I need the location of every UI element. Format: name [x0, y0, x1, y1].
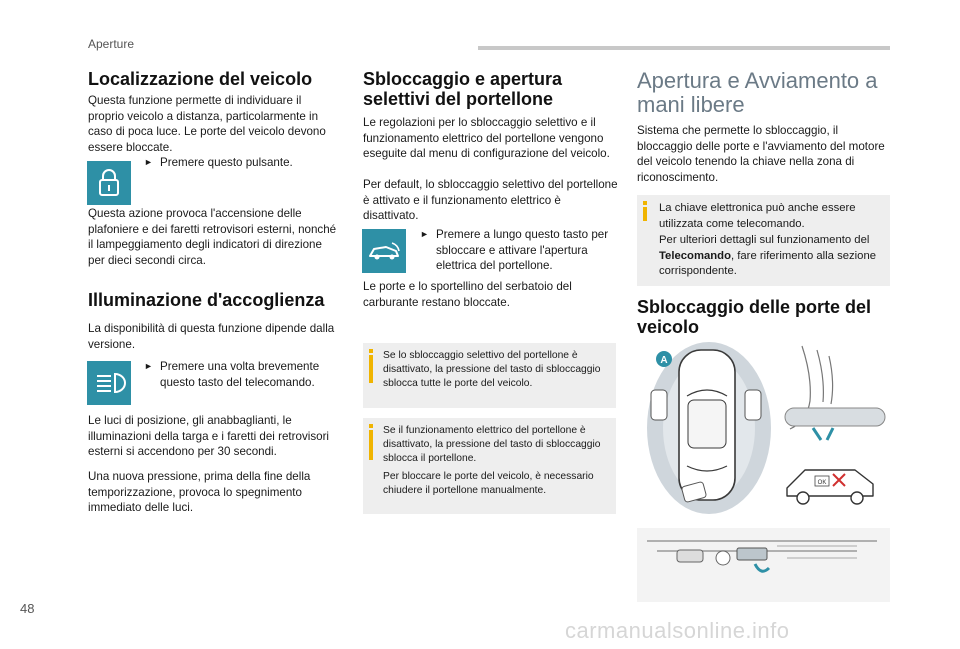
note-text: , fare riferimento alla sezione corrispondente.: [659, 249, 877, 277]
selective-tailgate-intro: Le regolazioni per lo sbloccaggio selettivo e il funzionamento elettrico del portellone vengono eseguite dal menu di configurazione del veicolo.: [363, 116, 610, 160]
headlight-icon: [87, 361, 131, 405]
bullet-marker-icon: ►: [144, 157, 153, 167]
section-title-selective-tailgate: Sbloccaggio e apertura selettivi del portellone: [363, 69, 563, 109]
vehicle-locator-intro: Questa funzione permette di individuare il proprio veicolo a distanza, particolarmente in caso di poca luce. Le porte del veicolo devono essere bloccate.: [88, 94, 326, 154]
bullet-locate-text: Premere questo pulsante.: [160, 156, 293, 169]
note-electric-tailgate-text-2: Per bloccare le porte del veicolo, è necessario chiudere il portellone manualmente.: [383, 471, 594, 497]
note-electronic-key: [637, 195, 890, 286]
bullet-marker-icon: ►: [144, 361, 153, 371]
watermark: carmanualsonline.info: [565, 618, 790, 643]
note-keyword: Telecomando: [659, 249, 731, 262]
car-tailgate-icon: [362, 229, 406, 273]
welcome-lighting-para1: Le luci di posizione, gli anabbaglianti, le illuminazioni della targa e i faretti dei retrovisori esterni si accendono per 30 secondi.: [88, 414, 330, 458]
callout-badge-label: A: [660, 355, 668, 366]
note-electronic-key-line2: [659, 233, 887, 280]
note-electric-tailgate-text-1: Se il funzionamento elettrico del portellone è disattivato, la pressione del tasto di sbloccaggio sblocca il portellone.: [383, 425, 601, 465]
bullet-welcome-text: Premere una volta brevemente questo tasto del telecomando.: [160, 360, 320, 389]
info-icon: [369, 349, 373, 383]
tailgate-after: Le porte e lo sportellino del serbatoio del carburante restano bloccate.: [363, 280, 572, 309]
section-title-welcome-lighting: Illuminazione d'accoglienza: [88, 290, 325, 310]
page-number: 48: [20, 601, 35, 616]
vehicle-unlock-illustration: [637, 336, 890, 606]
note-electric-tailgate: [363, 418, 616, 514]
bullet-tailgate-text: Premere a lungo questo tasto per sbloccare e attivare l'apertura elettrica del portellone.: [436, 228, 609, 272]
padlock-icon: [87, 161, 131, 205]
info-icon: [369, 424, 373, 460]
running-header: Aperture: [88, 37, 135, 51]
note-electronic-key-line1: La chiave elettronica può anche essere utilizzata come telecomando.: [659, 202, 856, 230]
selective-tailgate-default: Per default, lo sbloccaggio selettivo del portellone è attivato e il funzionamento elettrico è disattivato.: [363, 178, 618, 222]
hands-free-intro: Sistema che permette lo sbloccaggio, il bloccaggio delle porte e l'avviamento del motore del veicolo tenendo la chiave nella zona di riconoscimento.: [637, 124, 885, 184]
welcome-lighting-para2: Una nuova pressione, prima della fine della temporizzazione, provoca lo spegnimento immediato delle luci.: [88, 470, 311, 514]
tailgate-button-icon: [362, 229, 406, 273]
note-text: Per ulteriori dettagli sul funzionamento del: [659, 234, 870, 246]
locate-button-icon: [87, 161, 131, 205]
header-rule: [478, 46, 890, 50]
bullet-locate: [144, 155, 344, 171]
welcome-lighting-button-icon: [87, 361, 131, 405]
bullet-welcome: [144, 359, 344, 390]
section-title-hands-free: Apertura e Avviamento a mani libere: [637, 68, 878, 117]
note-selective-unlock: [363, 343, 616, 408]
section-title-vehicle-locator: Localizzazione del veicolo: [88, 69, 313, 89]
hands-free-illustration: [637, 336, 890, 606]
info-icon: [643, 201, 647, 221]
bullet-marker-icon: ►: [420, 229, 429, 239]
note-selective-unlock-text: Se lo sbloccaggio selettivo del portellone è disattivato, la pressione del tasto di sbloccaggio sblocca tutte le porte del veicolo.: [383, 350, 601, 390]
welcome-lighting-intro: La disponibilità di questa funzione dipende dalla versione.: [88, 322, 335, 351]
ok-label: OK: [817, 480, 827, 486]
bullet-tailgate: [420, 227, 620, 274]
section-title-door-unlock: Sbloccaggio delle porte del veicolo: [637, 297, 872, 337]
vehicle-locator-result: Questa azione provoca l'accensione delle plafoniere e dei faretti retrovisori esterni, nonché il lampeggiamento degli indicatori di direzione per dieci secondi circa.: [88, 207, 337, 267]
